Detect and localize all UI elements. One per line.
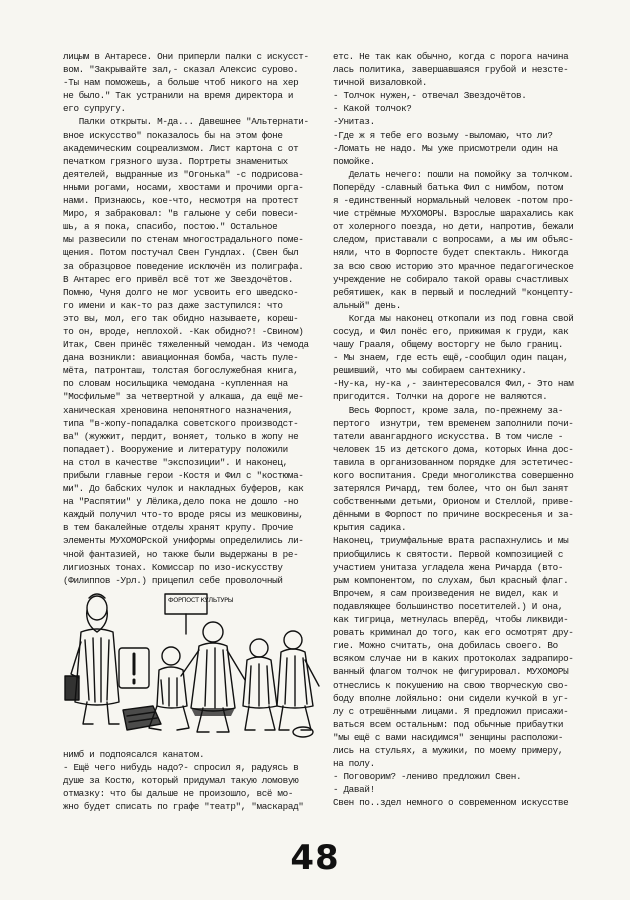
paragraph-right-15: Свен по..здел немного о современном искусстве	[333, 797, 569, 809]
left-column	[63, 50, 321, 813]
paragraph-right-3: - Какой толчок?	[333, 103, 412, 115]
right-column	[333, 50, 590, 809]
paragraph-right-10: -Ну-ка, ну-ка ,- заинтересовался Фил,- Это нам пригодится. Толчки на дороге не валяются.	[333, 378, 574, 403]
illustration-sign-text: ФОРПОСТ КУЛЬТУРЫ	[168, 595, 234, 604]
paragraph-right-13: - Поговорим? -лениво предложил Свен.	[333, 771, 522, 783]
paragraph-left-2: Палки открыты. М-да... Давешнее "Альтернати- вное искусство" показалось бы на этом фоне академическим соцреализмом. Лист картона с от печатком грязного шуза. Портреты знаменитых деятелей, выдранные из "Огонька" -с подрисова- нными рогами, носами, хвостами и прочими орга- нами. Признаюсь, кое-что, несмотря на протест Миро, я забраковал: "в гальюне у себи повеси- шь, а я пока, спасибо, постою." Остальное мы развесили по стенам многострадального поме- щения. Потом постучал Свен Гундлах. (Свен был за образцовое поведение исключён из полиграфа. В Антарес его привёл всё тот же Звездочётов. Помню, Чуня долго не мог усвоить его шведско- го имени и как-то раз даже заступился: что это вы, мол, его так обидно называете, кореш- то он, вроде, неплохой. -Как обидно?! -Свином) Итак, Свен принёс тяжеленный чемодан. Из чемода дана возникли: авиационная бомба, часть пуле- мёта, патронташ, толстая богослужебная книга, по словам носильщика чемодана -купленная на "Мосфильме" за четвертной у алкаша, да ещё ме- ханическая хреновина непонятного назначения, типа "в-жопу-попадалка советского производст- ва" (жужжит, пердит, воняет, только в жопу не попадает). Вооружение и литературу положили на стол в качестве "экспозиции". И наконец, прибыли главные герои -Костя и Фил с "костюма- ми". До бабских чулок и накладных буферов, как на "Распятии" у Лёлика,дело пока не дошло -но каждый получил что-то вроде рясы из мешковины, в тем бакалейные отделы хранят крупу. Прочие элементы МУХОМОРской униформы определились ли- чной фантазией, но также были выдержаны в ре- лигиозных тонах. Комиссар по изо-искусству (Филиппов -Урл.) прицепил себе проволочный	[63, 116, 309, 586]
paragraph-right-4: -Унитаз.	[333, 116, 375, 128]
paragraph-left-3: нимб и подпоясался канатом.	[63, 748, 205, 760]
paragraph-right-8: Когда мы наконец откопали из под говна свой сосуд, и Фил понёс его, прижимая к груди, как чашу Грааля, общему восторгу не было границ.	[333, 312, 574, 351]
paragraph-right-9: - Мы знаем, где есть ещё,-сообщил один пацан, решивший, что мы собираем сантехнику.	[333, 352, 569, 377]
paragraph-right-1: етс. Не так как обычно, когда с порога начина лась политика, завершавшаяся грубой и незсте- тичной визаловкой.	[333, 51, 569, 89]
page-number: 48	[290, 838, 340, 878]
paragraph-right-14: - Давай!	[333, 784, 375, 796]
illustration-performers	[63, 590, 321, 742]
paragraph-right-2: - Толчок нужен,- отвечал Звездочётов.	[333, 90, 527, 102]
paragraph-right-12: Наконец, триумфальные врата распахнулись и мы приобщились к святости. Первой композицией с участием унитаза угладела жена Ричарда (вто- рым компонентом, по слухам, был красный флаг. Впрочем, я сам произведения не видел, как и подавляющее большинство посетителей.) И она, как тигрица, метнулась вперёд, чтобы ликвиди- ровать криминал до того, как его осмотрят дру- гие. Можно считать, она добилась своего. Во всяком случае ни в каких протоколах задрапиро- ванный флагом толчок не фигурировал. МУХОМОРЫ отнеслись к покушению на свою творческую сво- боду вполне лойяльно: они сидели кучкой в уг- лу с отрешёнными лицами. Я предложил присажи- ваться всем остальным: под обычные прибаутки "мы ещё с вами насидимся" зенщины расположи- лись на стульях, а мужики, по моему примеру, на полу.	[333, 535, 574, 770]
paragraph-right-7: Делать нечего: пошли на помойку за толчком. Поперёду -славный батька Фил с нимбом, потом я -единственный нормальный человек -потом про- чие стрёмные МУХОМОРЫ. Взрослые шарахались как от холерного поезда, но дети, напротив, бежали следом, приставали с вопросами, а мы им объяс- няли, что в Форпосте будет спектакль. Никогда за всю свою историю это мрачное педагогическое учреждение не собирало такой оравы счастливых ребятишек, как в первый и последний "концепту- альный" день.	[333, 168, 574, 311]
paragraph-left-4: - Ещё чего нибудь надо?- спросил я, радуясь в душе за Костю, который придумал такую ломовую отмазку: что бы дальше не произошло, всё мо- жно будет списать по графе "театр", "маскарад"	[63, 762, 304, 813]
paragraph-right-6: -Ломать не надо. Мы уже присмотрели один на помойке.	[333, 142, 558, 167]
paragraph-left-1: лицым в Антаресе. Они приперли палки с искусст- вом. "Закрывайте зал,- сказал Алексис сурово. -Ты нам поможешь, а больше чтоб никого на хер не было." Так устранили на время директора и его супругу.	[63, 51, 309, 115]
paragraph-right-11: Весь Форпост, кроме зала, по-прежнему за- пертого изнутри, тем временем заполнили почи- татели авангардного искусства. В том числе - человек 15 из детского дома, которых Инна дос- тавила в организованном порядке для эстетичес- кого воспитания. Среди многоликства совершенно затерялся Ричард, тем более, что он был занят собственными детьми, Орионом и Стеллой, приве- дёнными в Форпост по причине воскресенья и за- крытия садика.	[333, 404, 574, 534]
paragraph-right-5: -Где ж я тебе его возьму -выломаю, что ли?	[333, 129, 553, 141]
